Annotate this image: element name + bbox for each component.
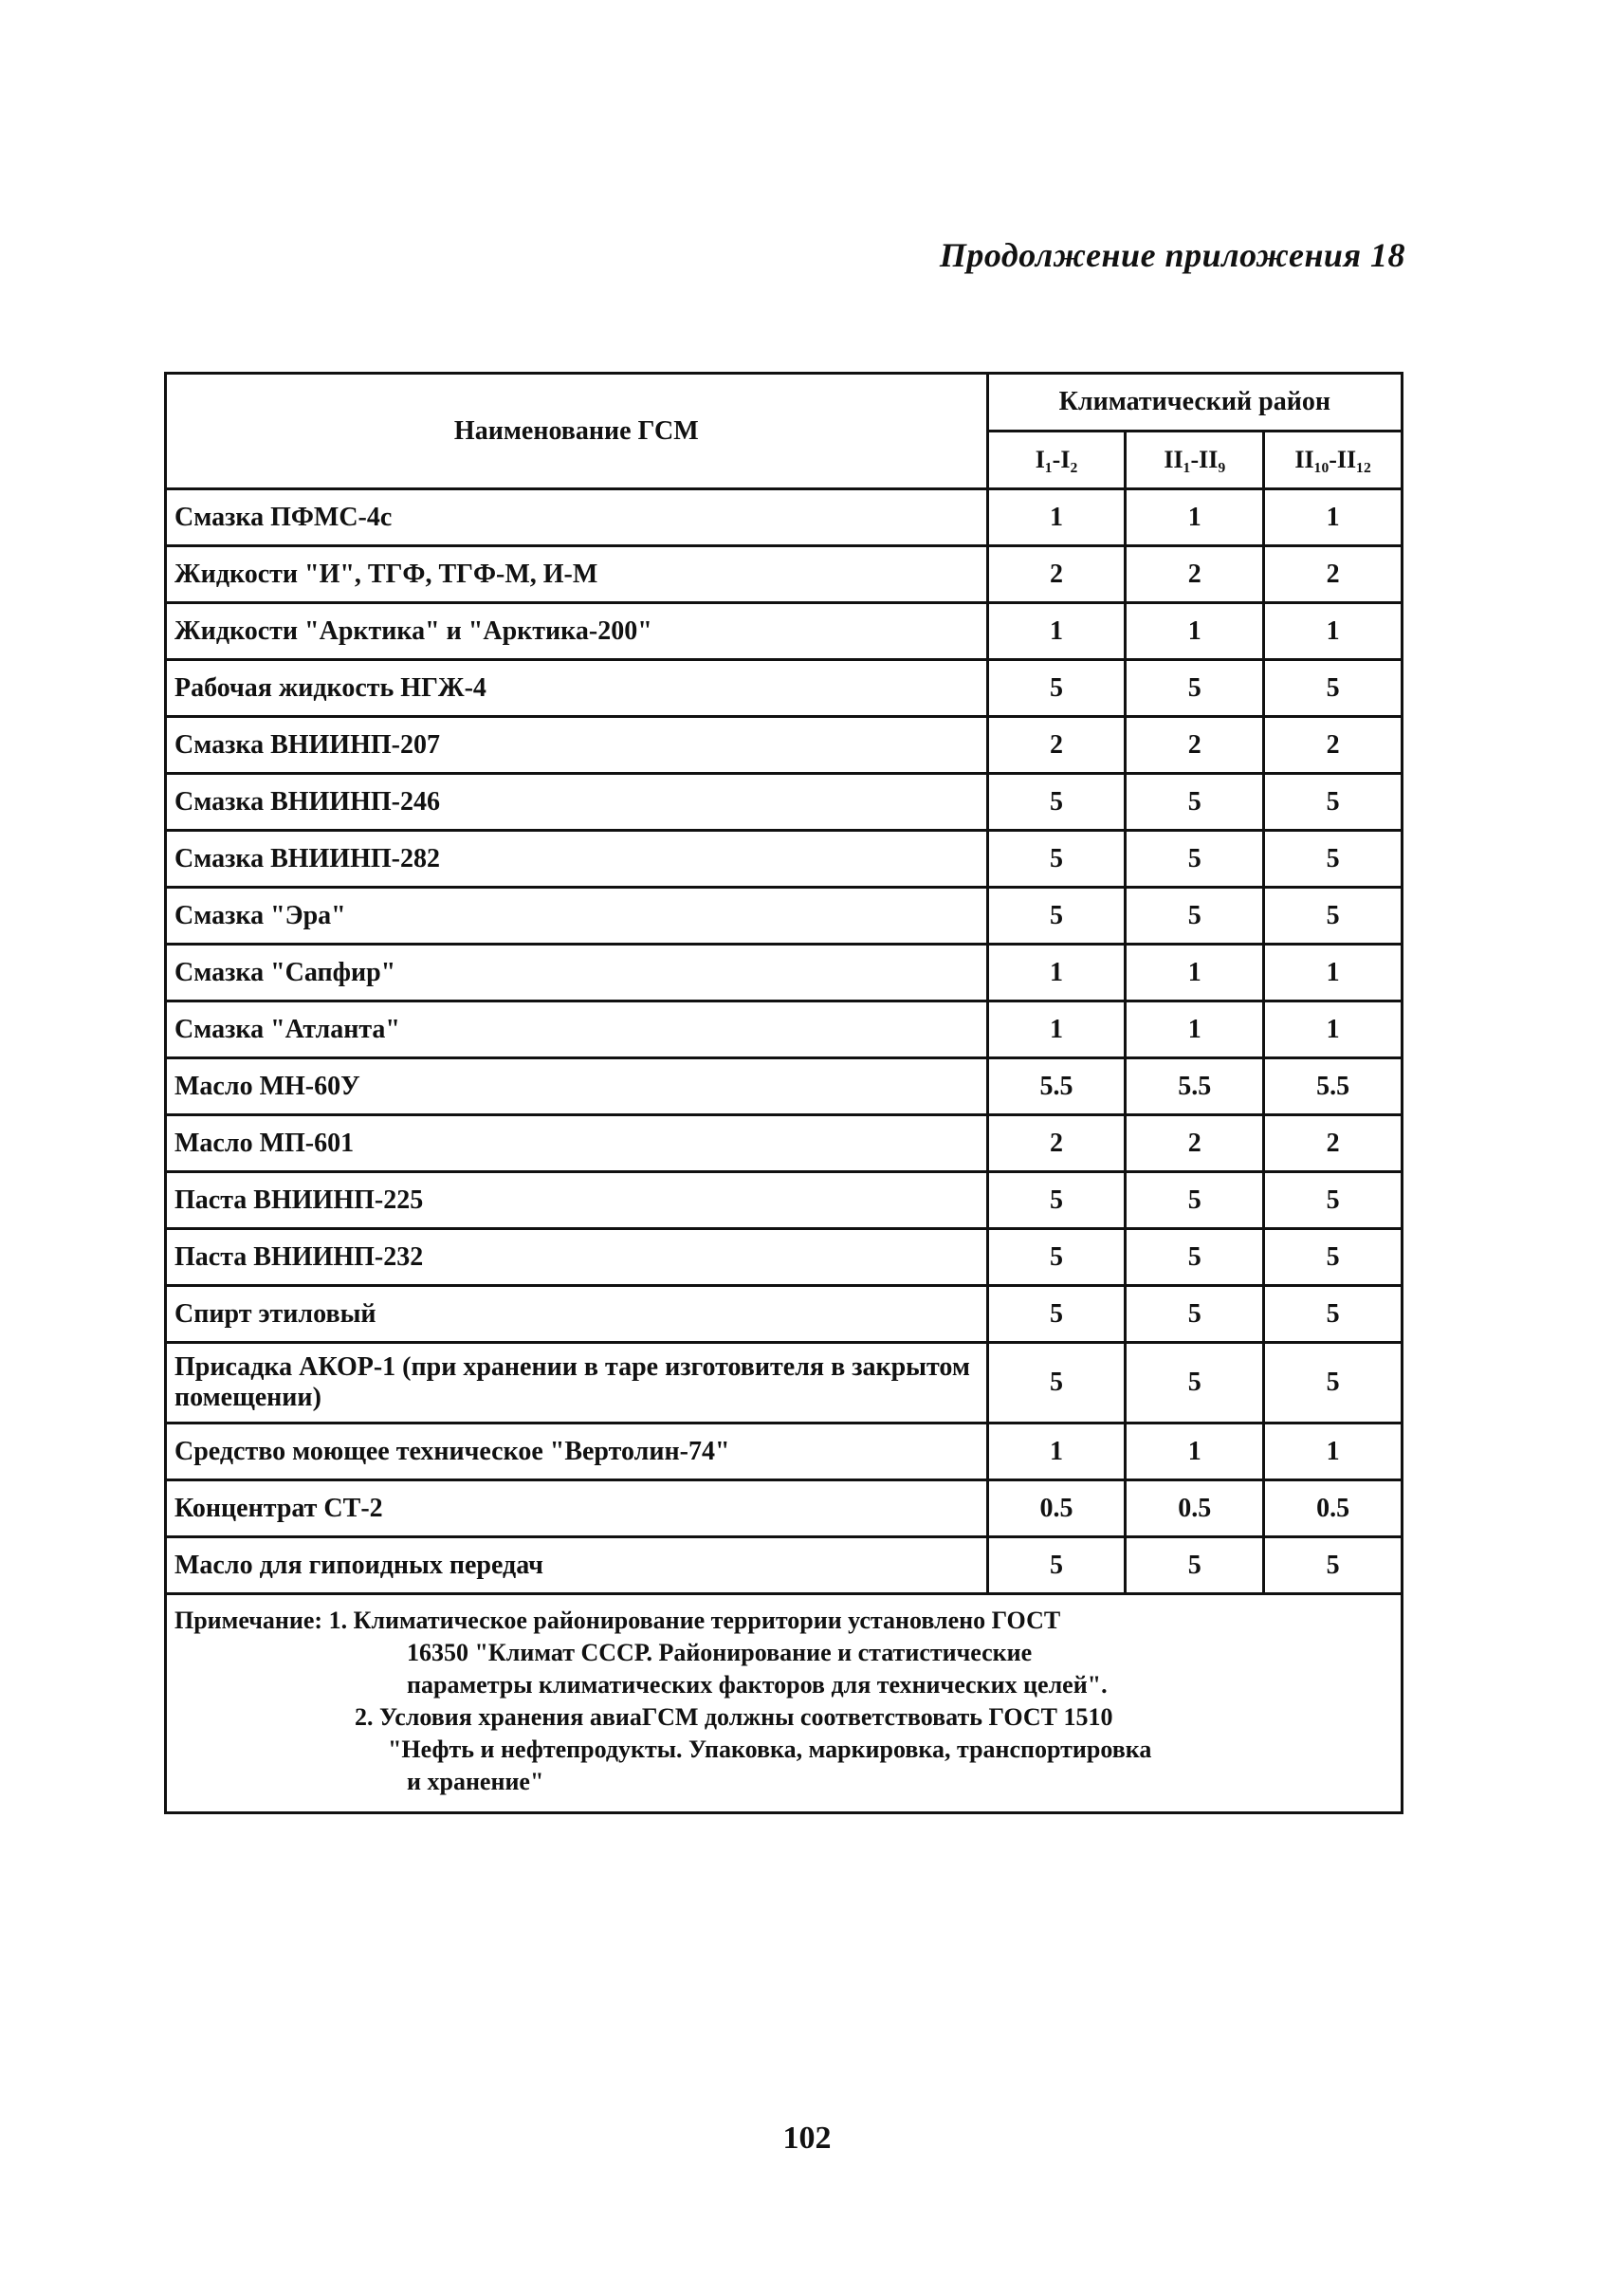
row-value: 1 [1126, 945, 1264, 1001]
note-line: Примечание: 1. Климатическое районирование территории установлено ГОСТ [174, 1607, 1061, 1634]
row-name: Смазка ВНИИНП-282 [166, 831, 988, 888]
page-number: 102 [782, 2121, 832, 2156]
row-name: Присадка АКОР-1 (при хранении в таре изготовителя в закрытом помещении) [166, 1343, 988, 1424]
row-value: 1 [987, 1001, 1126, 1058]
row-name: Масло МП-601 [166, 1115, 988, 1172]
table-row [166, 1343, 1403, 1424]
row-value: 1 [1264, 603, 1403, 660]
gsm-table-container [164, 372, 1403, 1814]
note-line: 16350 "Климат СССР. Районирование и статистические [407, 1639, 1033, 1666]
row-name: Концентрат СТ-2 [166, 1480, 988, 1537]
row-value: 1 [1126, 489, 1264, 546]
row-value: 5 [1126, 831, 1264, 888]
row-name: Смазка "Эра" [166, 888, 988, 945]
row-value: 1 [1126, 1424, 1264, 1480]
row-value: 1 [987, 945, 1126, 1001]
row-value: 5 [1126, 1537, 1264, 1594]
row-value: 5 [1264, 1229, 1403, 1286]
table-note [166, 1594, 1403, 1813]
table-row [166, 1537, 1403, 1594]
row-value: 1 [1264, 1001, 1403, 1058]
row-name: Рабочая жидкость НГЖ-4 [166, 660, 988, 717]
row-name: Масло для гипоидных передач [166, 1537, 988, 1594]
column-header-climate-region: Климатический район [987, 374, 1402, 432]
row-value: 5 [1264, 831, 1403, 888]
row-value: 5 [987, 1286, 1126, 1343]
row-value: 2 [1264, 546, 1403, 603]
row-value: 5 [1264, 1343, 1403, 1424]
column-header-region-2: II₁-II₉ [1126, 432, 1264, 489]
note-line: параметры климатических факторов для технических целей". [407, 1671, 1108, 1699]
table-note-row [166, 1594, 1403, 1813]
row-value: 5.5 [1126, 1058, 1264, 1115]
row-value: 5.5 [987, 1058, 1126, 1115]
row-value: 5 [1264, 1172, 1403, 1229]
table-row [166, 1229, 1403, 1286]
row-value: 2 [1126, 546, 1264, 603]
table-row [166, 1286, 1403, 1343]
row-value: 2 [987, 717, 1126, 774]
table-row [166, 489, 1403, 546]
table-row [166, 660, 1403, 717]
row-value: 0.5 [987, 1480, 1126, 1537]
row-name: Смазка "Сапфир" [166, 945, 988, 1001]
row-value: 1 [1264, 1424, 1403, 1480]
note-line: 2. Условия хранения авиаГСМ должны соответствовать ГОСТ 1510 [355, 1703, 1113, 1731]
row-value: 0.5 [1126, 1480, 1264, 1537]
row-value: 0.5 [1264, 1480, 1403, 1537]
column-header-region-3: II₁₀-II₁₂ [1264, 432, 1403, 489]
table-row [166, 546, 1403, 603]
row-value: 1 [1264, 489, 1403, 546]
row-value: 5 [987, 774, 1126, 831]
row-value: 5 [987, 1537, 1126, 1594]
row-value: 1 [1264, 945, 1403, 1001]
row-name: Смазка ВНИИНП-246 [166, 774, 988, 831]
row-name: Жидкости "И", ТГФ, ТГФ-М, И-М [166, 546, 988, 603]
note-line: "Нефть и нефтепродукты. Упаковка, маркировка, транспортировка [388, 1736, 1152, 1763]
row-name: Масло МН-60У [166, 1058, 988, 1115]
row-name: Паста ВНИИНП-225 [166, 1172, 988, 1229]
row-value: 1 [987, 489, 1126, 546]
row-name: Паста ВНИИНП-232 [166, 1229, 988, 1286]
row-value: 2 [1126, 717, 1264, 774]
table-row [166, 1480, 1403, 1537]
row-value: 5 [1126, 1229, 1264, 1286]
row-name: Смазка "Атланта" [166, 1001, 988, 1058]
row-value: 1 [987, 603, 1126, 660]
gsm-table [164, 372, 1403, 1814]
table-row [166, 1001, 1403, 1058]
column-header-name: Наименование ГСМ [166, 374, 988, 489]
row-value: 1 [1126, 1001, 1264, 1058]
row-value: 5 [987, 1343, 1126, 1424]
row-value: 5 [987, 1172, 1126, 1229]
row-name: Смазка ВНИИНП-207 [166, 717, 988, 774]
row-value: 2 [1126, 1115, 1264, 1172]
row-name: Жидкости "Арктика" и "Арктика-200" [166, 603, 988, 660]
row-value: 5 [987, 660, 1126, 717]
row-value: 5 [987, 831, 1126, 888]
page-header: Продолжение приложения 18 [939, 236, 1405, 274]
row-value: 2 [987, 1115, 1126, 1172]
row-value: 1 [1126, 603, 1264, 660]
table-row [166, 945, 1403, 1001]
row-value: 5 [1126, 1172, 1264, 1229]
row-value: 5 [1126, 888, 1264, 945]
row-name: Средство моющее техническое "Вертолин-74" [166, 1424, 988, 1480]
table-row [166, 1424, 1403, 1480]
row-value: 5 [1264, 774, 1403, 831]
row-value: 5 [1264, 660, 1403, 717]
table-row [166, 1115, 1403, 1172]
table-row [166, 1058, 1403, 1115]
table-row [166, 603, 1403, 660]
table-row [166, 831, 1403, 888]
row-value: 5 [1126, 660, 1264, 717]
row-value: 2 [1264, 1115, 1403, 1172]
row-value: 5 [1126, 1286, 1264, 1343]
column-header-region-1: I₁-I₂ [987, 432, 1126, 489]
note-line: и хранение" [407, 1768, 544, 1795]
row-value: 5 [987, 888, 1126, 945]
row-value: 5 [1126, 1343, 1264, 1424]
row-name: Спирт этиловый [166, 1286, 988, 1343]
row-value: 5 [1264, 1286, 1403, 1343]
row-value: 5 [1264, 888, 1403, 945]
table-row [166, 1172, 1403, 1229]
table-row [166, 717, 1403, 774]
row-name: Смазка ПФМС-4с [166, 489, 988, 546]
row-value: 5 [1264, 1537, 1403, 1594]
table-row [166, 774, 1403, 831]
row-value: 1 [987, 1424, 1126, 1480]
table-row [166, 888, 1403, 945]
row-value: 5.5 [1264, 1058, 1403, 1115]
row-value: 2 [1264, 717, 1403, 774]
row-value: 2 [987, 546, 1126, 603]
row-value: 5 [987, 1229, 1126, 1286]
row-value: 5 [1126, 774, 1264, 831]
